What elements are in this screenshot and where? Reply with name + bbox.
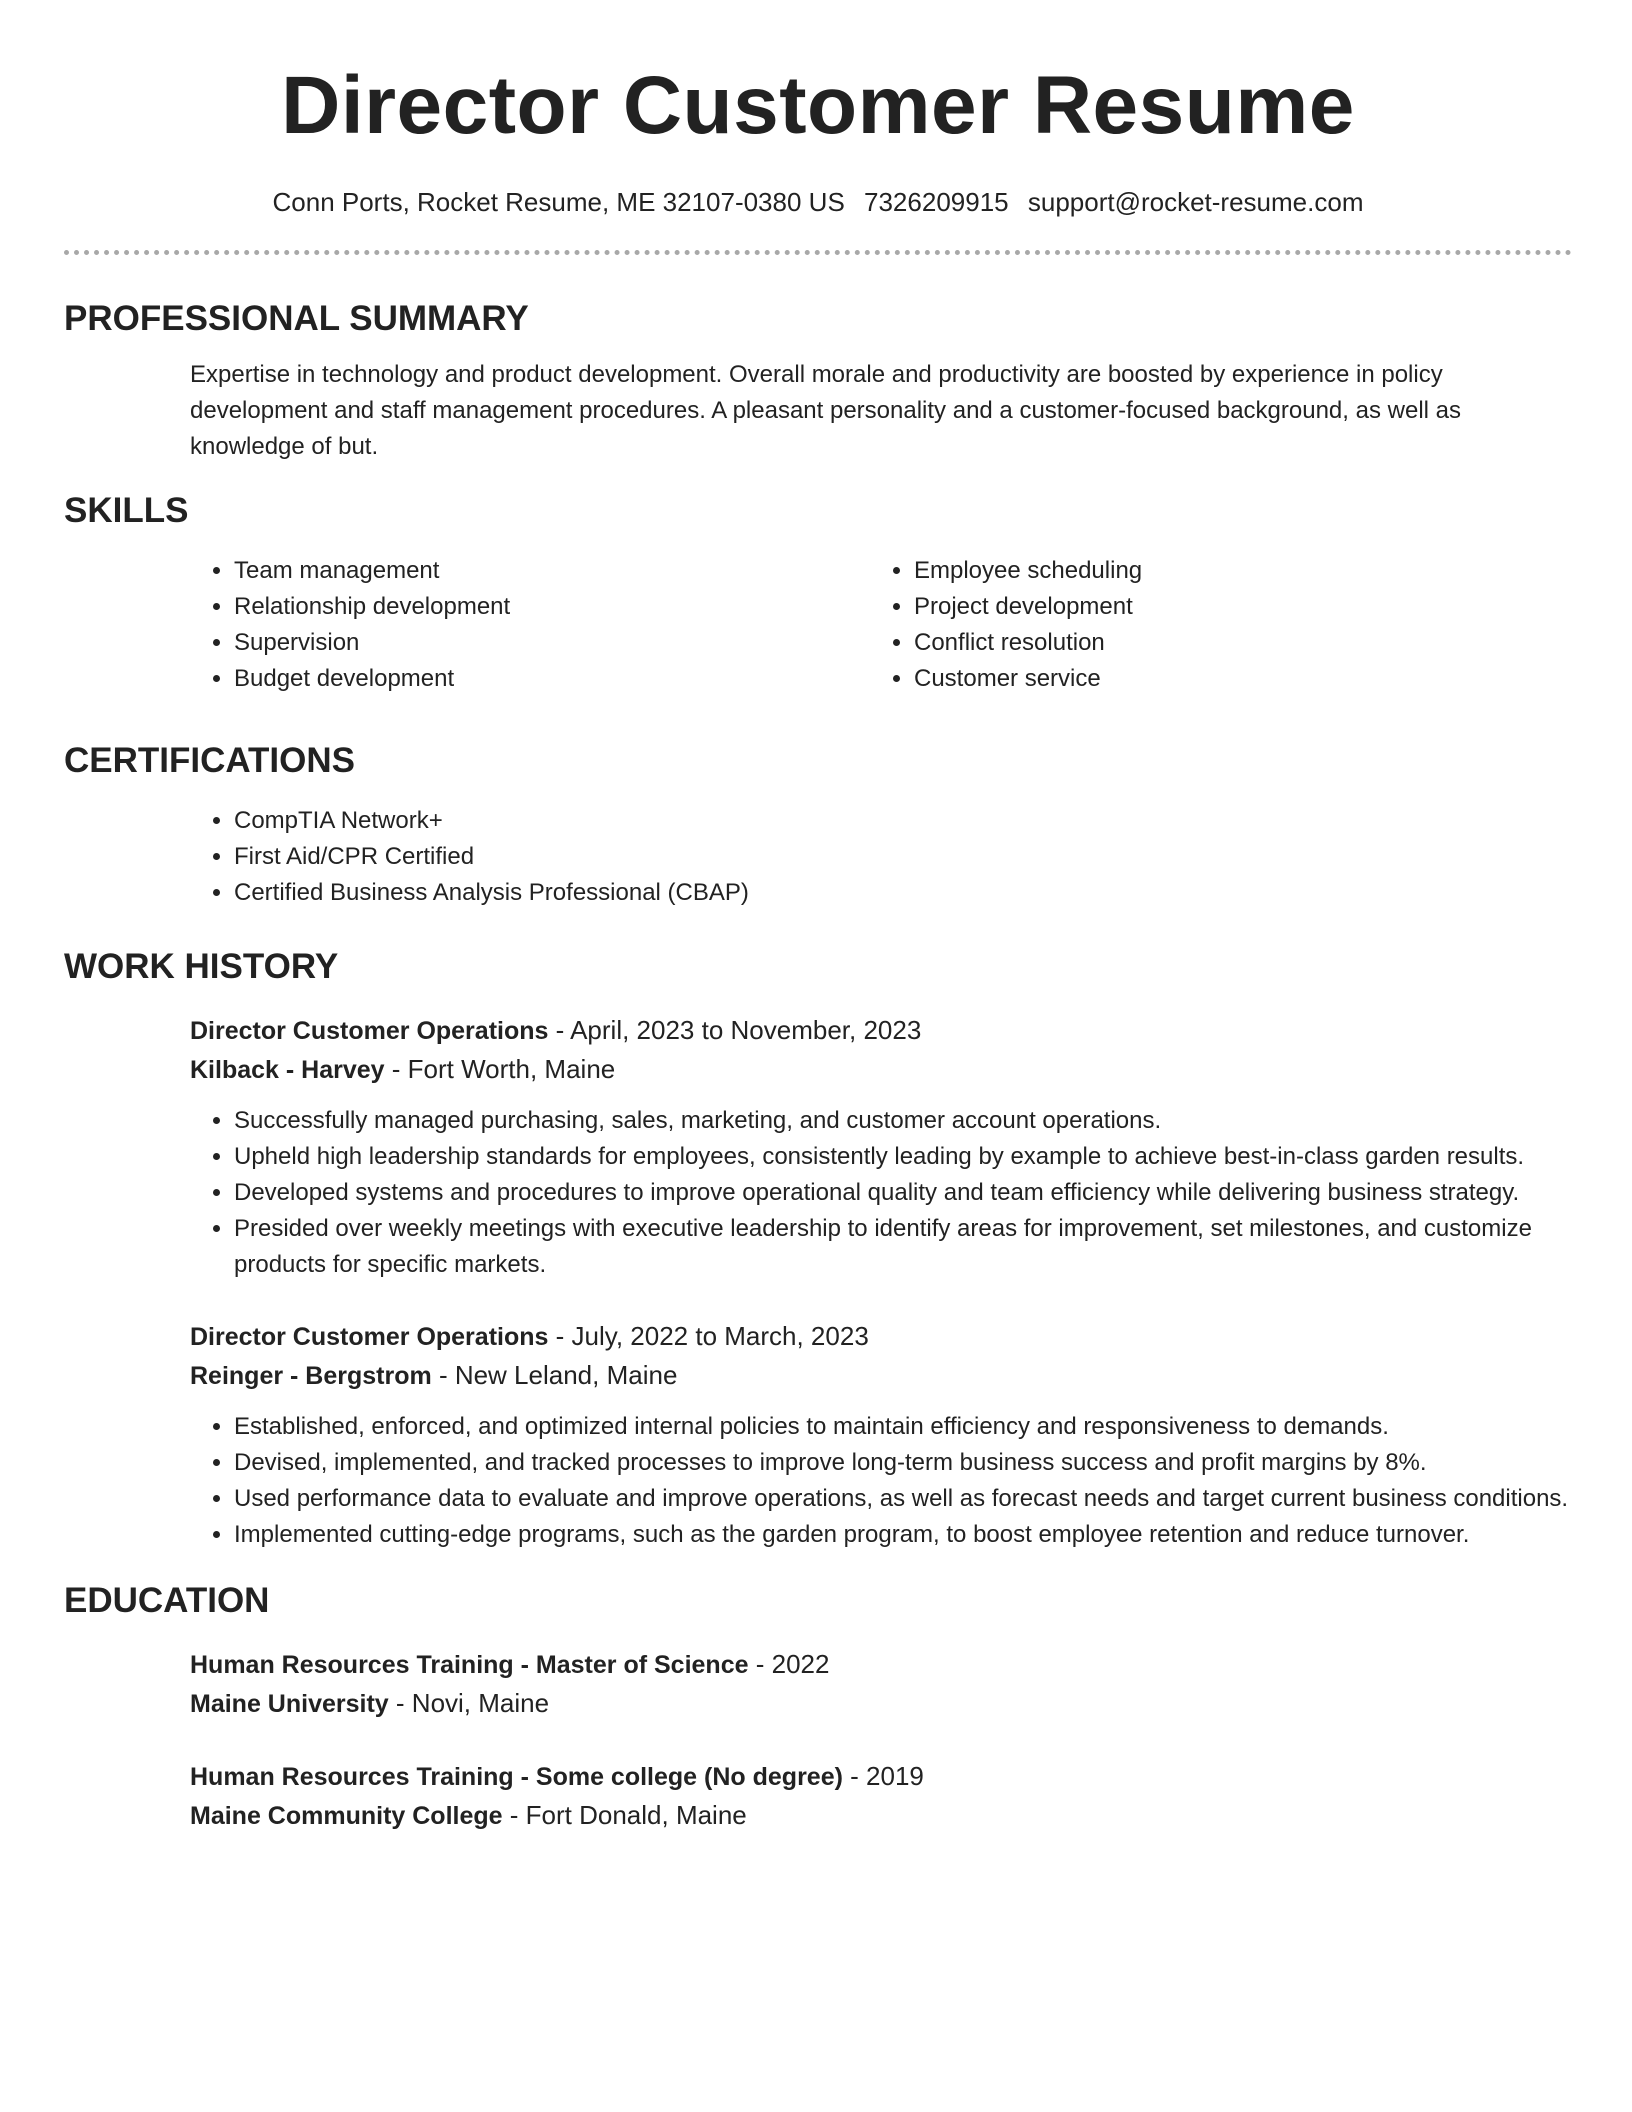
skills-list-left — [190, 553, 870, 697]
certification-item: • Certified Business Analysis Professional (CBAP) — [234, 875, 1572, 911]
job-entry — [190, 1011, 1572, 1283]
certifications-list — [190, 803, 1572, 911]
education-school: Maine Community College — [190, 1802, 503, 1830]
skill-item: • Team management — [234, 553, 870, 589]
job-title-line — [190, 1011, 1572, 1050]
job-company-line — [190, 1356, 1572, 1395]
education-year: - 2022 — [748, 1649, 830, 1679]
job-bullet: • Upheld high leadership standards for employees, consistently leading by example to achieve best-in-class garden results. — [234, 1139, 1572, 1175]
job-company-line — [190, 1050, 1572, 1089]
summary-section — [64, 297, 1572, 465]
contact-phone: 7326209915 — [864, 187, 1009, 217]
job-bullet: • Devised, implemented, and tracked processes to improve long-term business success and profit margins by 8%. — [234, 1445, 1572, 1481]
contact-email: support@rocket-resume.com — [1027, 187, 1364, 217]
skill-item: • Conflict resolution — [914, 625, 1550, 661]
skills-heading: SKILLS — [64, 491, 189, 530]
resume-title: Director Customer Resume — [281, 60, 1355, 151]
job-bullet: • Presided over weekly meetings with executive leadership to identify areas for improvement, set milestones, and customize products for specific markets. — [234, 1211, 1572, 1283]
skill-item: • Employee scheduling — [914, 553, 1550, 589]
summary-heading: PROFESSIONAL SUMMARY — [64, 299, 529, 338]
job-bullet: • Established, enforced, and optimized internal policies to maintain efficiency and responsiveness to demands. — [234, 1409, 1572, 1445]
education-location: - Fort Donald, Maine — [502, 1800, 747, 1830]
job-entry — [190, 1317, 1572, 1553]
contact-line — [64, 184, 1572, 220]
job-company: Reinger - Bergstrom — [190, 1362, 432, 1390]
job-bullet: • Used performance data to evaluate and improve operations, as well as forecast needs and target current business conditions. — [234, 1481, 1572, 1517]
skill-item: • Customer service — [914, 661, 1550, 697]
skill-item: • Project development — [914, 589, 1550, 625]
job-bullet: • Successfully managed purchasing, sales, marketing, and customer account operations. — [234, 1103, 1572, 1139]
job-dates: - July, 2022 to March, 2023 — [548, 1321, 869, 1351]
contact-address: Conn Ports, Rocket Resume, ME 32107-0380 US — [272, 187, 845, 217]
certifications-section — [64, 739, 1572, 911]
job-bullet: • Developed systems and procedures to improve operational quality and team efficiency while delivering business strategy. — [234, 1175, 1572, 1211]
skill-item: • Supervision — [234, 625, 870, 661]
skill-item: • Relationship development — [234, 589, 870, 625]
job-dates: - April, 2023 to November, 2023 — [548, 1015, 922, 1045]
education-heading: EDUCATION — [64, 1581, 270, 1620]
work-history-heading: WORK HISTORY — [64, 947, 339, 986]
job-location: - New Leland, Maine — [431, 1360, 678, 1390]
summary-text: Expertise in technology and product development. Overall morale and productivity are boosted by experience in policy development and staff management procedures. A pleasant personality and a customer-focused background, as well as knowledge of but. — [190, 361, 1461, 460]
education-school-line — [190, 1684, 1572, 1723]
job-title: Director Customer Operations — [190, 1017, 549, 1045]
job-company: Kilback - Harvey — [190, 1056, 385, 1084]
education-school: Maine University — [190, 1690, 389, 1718]
skill-item: • Budget development — [234, 661, 870, 697]
job-bullets — [190, 1103, 1572, 1283]
certifications-heading: CERTIFICATIONS — [64, 741, 356, 780]
certification-item: • First Aid/CPR Certified — [234, 839, 1572, 875]
job-location: - Fort Worth, Maine — [384, 1054, 616, 1084]
skills-section — [64, 489, 1572, 697]
certification-item: • CompTIA Network+ — [234, 803, 1572, 839]
job-title-line — [190, 1317, 1572, 1356]
education-entry — [190, 1757, 1572, 1835]
education-degree: Human Resources Training - Master of Science — [190, 1651, 749, 1679]
education-school-line — [190, 1796, 1572, 1835]
header-divider — [64, 250, 1572, 255]
resume-page — [64, 0, 1572, 1835]
education-year: - 2019 — [842, 1761, 924, 1791]
work-history-section — [64, 945, 1572, 1553]
skills-list-right — [870, 553, 1550, 697]
education-degree: Human Resources Training - Some college (No degree) — [190, 1763, 843, 1791]
job-bullets — [190, 1409, 1572, 1553]
job-title: Director Customer Operations — [190, 1323, 549, 1351]
job-bullet: • Implemented cutting-edge programs, such as the garden program, to boost employee retention and reduce turnover. — [234, 1517, 1572, 1553]
education-location: - Novi, Maine — [388, 1688, 550, 1718]
education-entry — [190, 1645, 1572, 1723]
education-section — [64, 1579, 1572, 1835]
education-degree-line — [190, 1645, 1572, 1684]
education-degree-line — [190, 1757, 1572, 1796]
